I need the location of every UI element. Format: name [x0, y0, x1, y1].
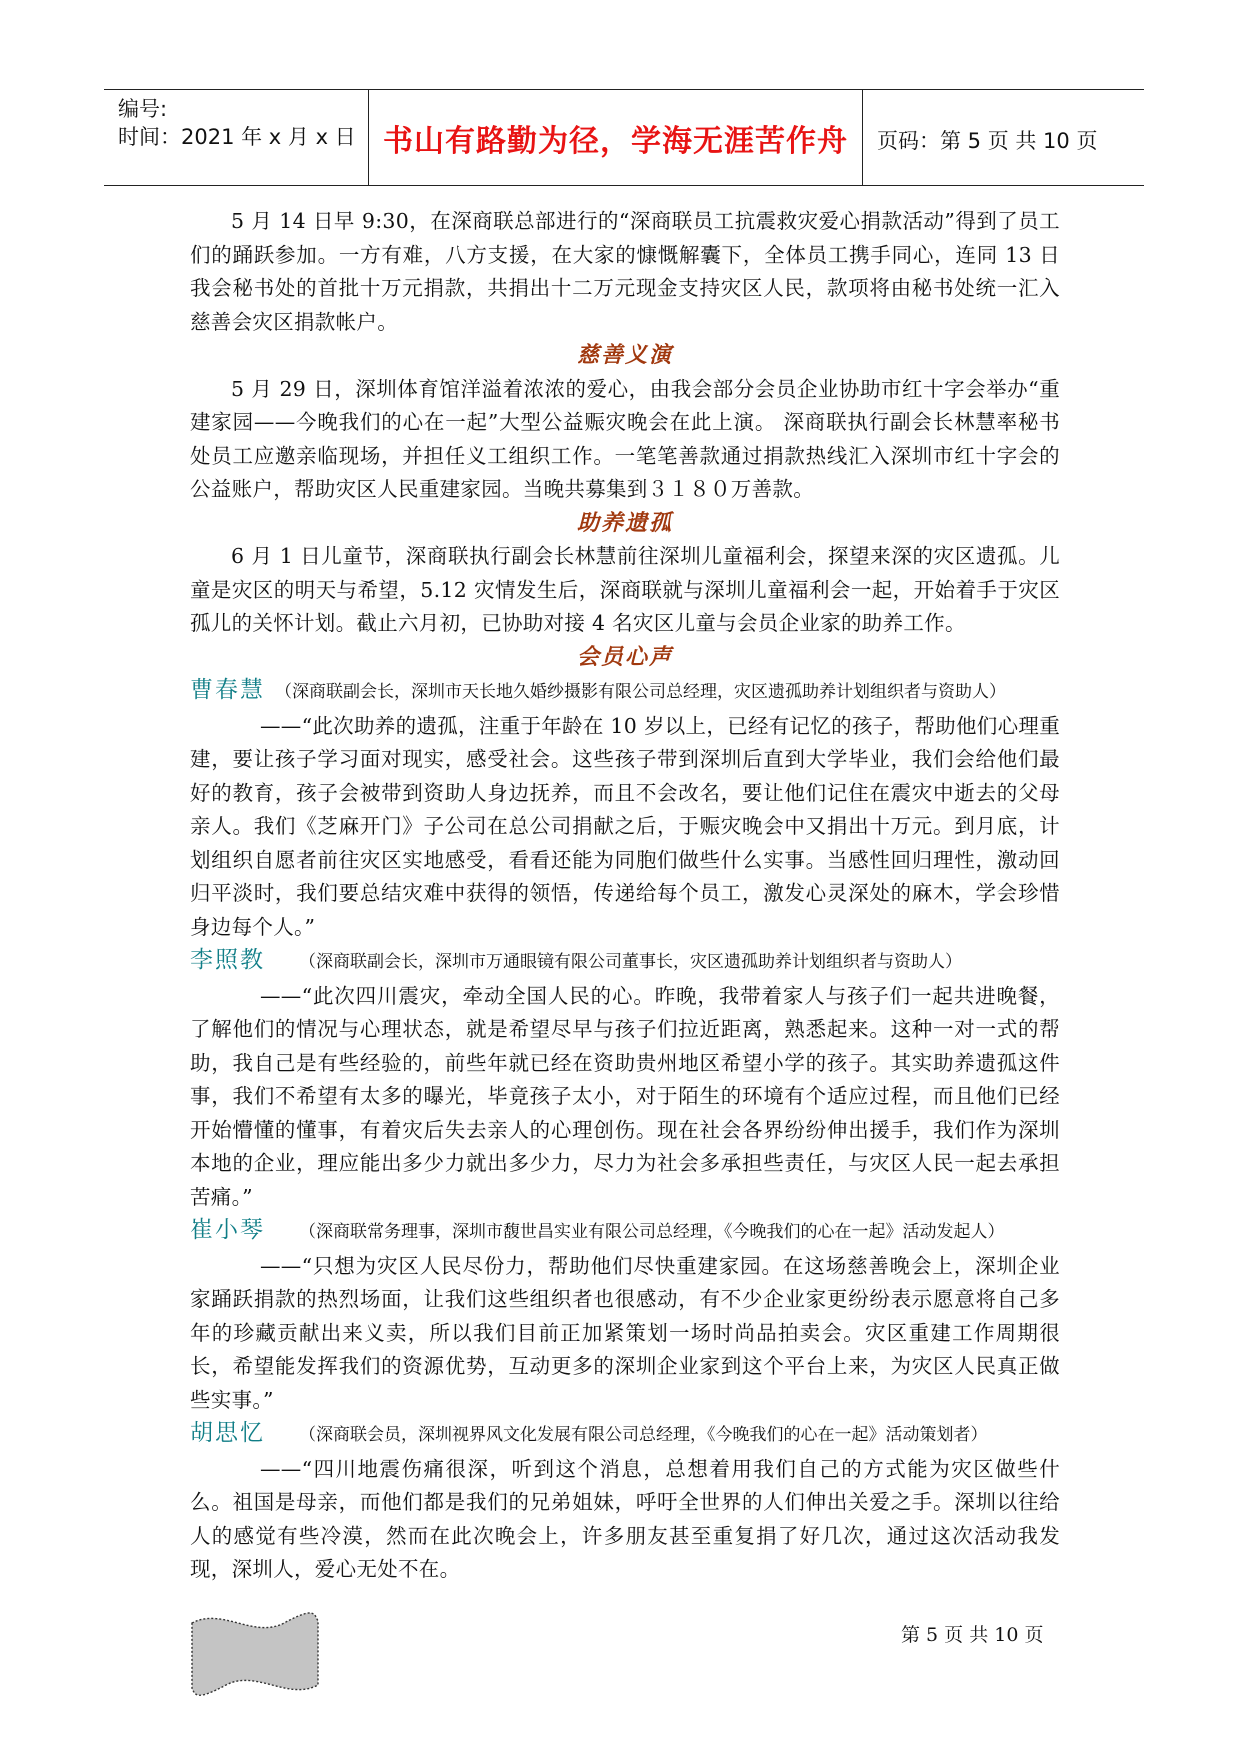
member-voice-4 — [190, 1417, 1060, 1587]
member-role: （深商联副会长，深圳市天长地久婚纱摄影有限公司总经理，灾区遗孤助养计划组织者与资助人） — [275, 682, 1006, 702]
document-time-label: 时间：2021 年 x 月 x 日 — [118, 125, 356, 149]
footer-page-number: 第 5 页 共 10 页 — [901, 1624, 1044, 1646]
member-name: 崔小琴 — [190, 1217, 265, 1243]
section-title-member-voices: 会员心声 — [576, 643, 673, 670]
header-page-label: 页码：第 5 页 共 10 页 — [877, 129, 1098, 153]
member-voice-3 — [190, 1214, 1060, 1417]
intro-paragraph: 5 月 14 日早 9:30，在深商联总部进行的“深商联员工抗震救灾爱心捐款活动”得到了员工们的踊跃参加。一方有难，八方支援，在大家的慷慨解囊下，全体员工携手同心，连同 13 日我会秘书处的首批十万元捐款，共捐出十二万元现金支持灾区人民，款项将由秘书处统一汇入慈善会灾区捐款帐户。 — [190, 209, 1060, 334]
member-quote: ——“此次四川震灾，牵动全国人民的心。昨晚，我带着家人与孩子们一起共进晚餐，了解他们的情况与心理状态，就是希望尽早与孩子们拉近距离，熟悉起来。这种一对一式的帮助，我自己是有些经验的，前些年就已经在资助贵州地区希望小学的孩子。其实助养遗孤这件事，我们不希望有太多的曝光，毕竟孩子太小，对于陌生的环境有个适应过程，而且他们已经开始懵懂的懂事，有着灾后失去亲人的心理创伤。现在社会各界纷纷伸出援手，我们作为深圳本地的企业，理应能出多少力就出多少力，尽力为社会多承担些责任，与灾区人民一起去承担苦痛。” — [190, 983, 1060, 1209]
member-voice-2 — [190, 944, 1060, 1214]
wavy-flag-icon — [188, 1611, 322, 1699]
section-title-charity-show: 慈善义演 — [576, 342, 673, 368]
header-right-cell — [863, 90, 1144, 185]
member-role: （深商联常务理事，深圳市馥世昌实业有限公司总经理，《今晚我们的心在一起》活动发起人） — [299, 1222, 1005, 1242]
member-voice-1 — [190, 674, 1060, 944]
member-quote: ——“只想为灾区人民尽份力，帮助他们尽快重建家园。在这场慈善晚会上，深圳企业家踊跃捐款的热烈场面，让我们这些组织者也很感动，有不少企业家更纷纷表示愿意将自己多年的珍藏贡献出来义卖，所以我们目前正加紧策划一场时尚品拍卖会。灾区重建工作周期很长，希望能发挥我们的资源优势，互动更多的深圳企业家到这个平台上来，为灾区人民真正做些实事。” — [190, 1253, 1060, 1412]
header-motto: 书山有路勤为径，学海无涯苦作舟 — [383, 124, 848, 159]
member-quote: ——“此次助养的遗孤，注重于年龄在 10 岁以上，已经有记忆的孩子，帮助他们心理重建，要让孩子学习面对现实，感受社会。这些孩子带到深圳后直到大学毕业，我们会给他们最好的教育，孩子会被带到资助人身边抚养，而且不会改名，要让他们记住在震灾中逝去的父母亲人。我们《芝麻开门》子公司在总公司捐献之后，于赈灾晚会中又捐出十万元。到月底，计划组织自愿者前往灾区实地感受，看看还能为同胞们做些什么实事。当感性回归理性，激动回归平淡时，我们要总结灾难中获得的领悟，传递给每个员工，激发心灵深处的麻木，学会珍惜身边每个人。” — [190, 713, 1060, 939]
member-heading — [190, 944, 1060, 980]
member-heading — [190, 674, 1060, 710]
charity-show-paragraph: 5 月 29 日，深圳体育馆洋溢着浓浓的爱心，由我会部分会员企业协助市红十字会举办“重建家园——今晚我们的心在一起”大型公益赈灾晚会在此上演。 深商联执行副会长林慧率秘书处员工应邀亲临现场，并担任义工组织工作。一笔笔善款通过捐款热线汇入深圳市红十字会的公益账户，帮助灾区人民重建家园。当晚共募集到３１８０万善款。 — [190, 376, 1060, 501]
member-role: （深商联副会长，深圳市万通眼镜有限公司董事长，灾区遗孤助养计划组织者与资助人） — [299, 952, 962, 972]
header-center-cell — [369, 90, 863, 185]
page-header — [104, 89, 1144, 186]
member-heading — [190, 1417, 1060, 1453]
member-name: 李照教 — [190, 947, 265, 973]
orphan-support-paragraph: 6 月 1 日儿童节，深商联执行副会长林慧前往深圳儿童福利会，探望来深的灾区遗孤。儿童是灾区的明天与希望，5.12 灾情发生后，深商联就与深圳儿童福利会一起，开始着手于灾区孤儿的关怀计划。截止六月初，已协助对接 4 名灾区儿童与会员企业家的助养工作。 — [190, 544, 1060, 635]
section-title-orphan-support: 助养遗孤 — [576, 509, 673, 536]
header-left-cell — [104, 90, 369, 185]
member-heading — [190, 1214, 1060, 1250]
member-quote: ——“四川地震伤痛很深，听到这个消息，总想着用我们自己的方式能为灾区做些什么。祖国是母亲，而他们都是我们的兄弟姐妹，呼吁全世界的人们伸出关爱之手。深圳以往给人的感觉有些冷漠，然而在此次晚会上，许多朋友甚至重复捐了好几次，通过这次活动我发现，深圳人，爱心无处不在。 — [190, 1456, 1060, 1581]
document-number-label: 编号: — [118, 97, 168, 121]
member-role: （深商联会员，深圳视界风文化发展有限公司总经理，《今晚我们的心在一起》活动策划者） — [299, 1425, 988, 1445]
document-body — [190, 205, 1060, 1587]
member-name: 曹春慧 — [190, 677, 265, 703]
member-name: 胡思忆 — [190, 1420, 265, 1446]
